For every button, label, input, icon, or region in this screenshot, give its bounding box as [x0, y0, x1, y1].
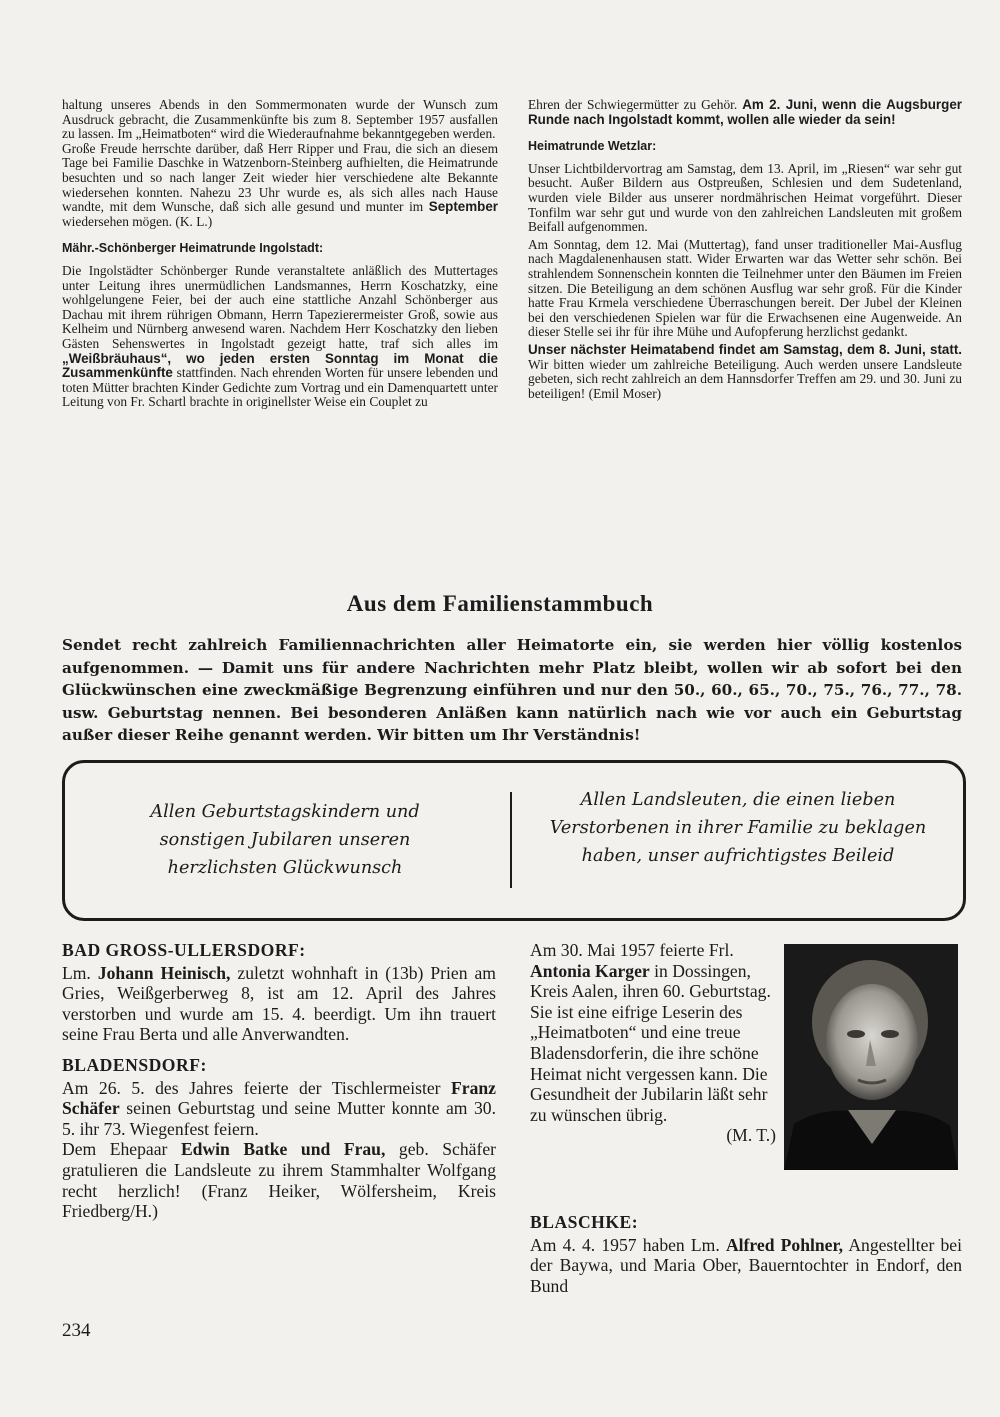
paragraph-text: Am 30. Mai 1957 feierte Frl.	[530, 940, 734, 960]
paragraph	[62, 142, 498, 230]
paragraph	[62, 264, 498, 410]
condolence-text: Allen Landsleuten, die einen lieben Verstorbenen in ihrer Familie zu beklagen haben, unser aufrichtigstes Beileid	[549, 790, 927, 866]
notice-text: Sendet recht zahlreich Familiennachrichten aller Heimatorte ein, sie werden hier völlig kostenlos aufgenommen. — Damit uns für andere Nachrichten mehr Platz bleibt, wollen wir ab sofort bei den Glückwünschen eine zweckmäßige Begrenzung einführen und nur den 50., 60., 65., 70., 75., 76., 77., 78. usw. Geburtstag nennen. Bei besonderen Anläßen kann natürlich nach wie vor auch ein Geburtstag außer dieser Reihe genannt werden. Wir bitten um Ihr Verständnis!	[62, 636, 962, 744]
paragraph: haltung unseres Abends in den Sommermonaten wurde der Wunsch zum Ausdruck gebracht, die Zusammenkünfte bis zum 8. September 1957 ausfallen zu lassen. Im „Heimatboten“ wird die Wiederaufnahme bekanntgegeben werden.	[62, 97, 498, 142]
box-divider	[510, 792, 512, 888]
birthday-greeting: Allen Geburtstagskindern und sonstigen Jubilaren unseren herzlichsten Glückwunsch	[150, 802, 420, 878]
bottom-left-column	[62, 940, 496, 1222]
paragraph	[528, 98, 962, 127]
paragraph-text: zuletzt wohnhaft in (13b) Prien am Gries, Weißgerberweg 8, ist am 12. April des Jahres verstorben und wurde am 15. 4. beerdigt. Um ihn trauert seine Frau Berta und alle Anverwandten.	[62, 962, 496, 1045]
paragraph-text: Am 4. 4. 1957 haben Lm.	[530, 1234, 720, 1255]
bold-text: „Weißbräuhaus“, wo jeden ersten Sonntag im Monat die Zusammenkünfte	[62, 350, 498, 381]
right-column	[528, 98, 962, 401]
section-heading: Heimatrunde Wetzlar:	[528, 139, 657, 154]
paragraph-text: seinen Geburtstag und seine Mutter konnte am 30. 5. ihr 73. Wiegenfest feiern.	[62, 1098, 496, 1139]
place-heading: BAD GROSS-ULLERSDORF:	[62, 940, 306, 960]
birthday-notice	[530, 940, 776, 1146]
person-name: Franz Schäfer	[62, 1077, 496, 1119]
section-heading: Mähr.-Schönberger Heimatrunde Ingolstadt:	[62, 241, 324, 256]
paragraph-text: Angestellter bei der Baywa, und Maria Ober, Bauerntochter in Endorf, den Bund	[530, 1234, 962, 1296]
person-name: Antonia Karger	[530, 960, 650, 981]
paragraph-text: stattfinden. Nach ehrenden Worten für unsere lebenden und toten Mütter brachten Kinder Gedichte zum Vortrag und ein Damenquartett unter Leitung von Fr. Schartl brachte in originellster Weise ein Couplet zu	[62, 365, 498, 410]
left-column	[62, 98, 498, 410]
section-title: Aus dem Familienstammbuch	[346, 591, 654, 616]
paragraph-text: Die Ingolstädter Schönberger Runde veranstaltete anläßlich des Muttertages unter Leitung ihres unermüdlichen Landsmannes, Herrn Koschatzky, eine wohlgelungene Feier, bei der auch eine stattliche Anzahl Schönberger aus Dachau mit ihrem rührigen Obmann, Herrn Tapezierermeister Groß, sowie aus Kelheim und Nürnberg anwesend waren. Nachdem Herr Koschatzky den lieben Gästen Sehenswertes in Ingolstadt gezeigt hatte, traf sich alles im	[62, 262, 498, 351]
paragraph: Am Sonntag, dem 12. Mai (Muttertag), fand unser traditioneller Mai-Ausflug nach Magdalenenhausen statt. Wider Erwarten war das Wetter sehr schön. Bei strahlendem Sonnenschein konnten die Teilnehmer unter den Bäumen im Freien sitzen. Die Beteiligung an dem schönen Ausflug war sehr groß. Für die Kinder hatte Frau Krmela verschiedene Überraschungen bereit. Der Jubel der Kleinen bei den verschiedenen Spielen war für die Erwachsenen eine Augenweide. An dieser Stelle sei ihr für ihre Mühe und Aufopferung herzlichst gedankt.	[528, 236, 962, 340]
bold-text: Am 2. Juni, wenn die Augsburger Runde nach Ingolstadt kommt, wollen alle wieder da sein!	[528, 97, 962, 127]
portrait-image	[784, 944, 958, 1170]
paragraph	[530, 940, 776, 1125]
paragraph	[528, 343, 962, 401]
paragraph	[62, 1078, 496, 1140]
bottom-right-column	[530, 1212, 962, 1296]
paragraph-text: Lm.	[62, 962, 91, 983]
paragraph-text: Wir bitten wieder um zahlreiche Beteiligung. Auch werden unsere Landsleute gebeten, sich recht zahlreich an dem Hannsdorfer Treffen am 29. und 30. Juni zu beteiligen! (Emil Moser)	[528, 356, 962, 401]
paragraph-text: wiedersehen mögen. (K. L.)	[62, 213, 213, 229]
page-number: 234	[62, 1320, 91, 1341]
signature: (M. T.)	[726, 1125, 776, 1146]
paragraph	[530, 1235, 962, 1297]
paragraph-text: in Dossingen, Kreis Aalen, ihren 60. Geburtstag. Sie ist eine eifrige Leserin des „Heimatboten“ und eine treue Bladensdorferin, die ihre schöne Heimat nicht vergessen kann. Die Gesundheit der Jubilarin läßt sehr zu wünschen übrig.	[530, 960, 771, 1125]
person-name: Johann Heinisch,	[97, 962, 231, 983]
person-name: Edwin Batke und Frau,	[180, 1139, 386, 1160]
paragraph	[62, 963, 496, 1045]
portrait-photo	[784, 944, 958, 1170]
person-name: Alfred Pohlner,	[725, 1234, 844, 1255]
bold-text: September	[428, 199, 498, 215]
paragraph-text: geb. Schäfer gratulieren die Landsleute zu ihrem Stammhalter Wolfgang recht herzlich! (Franz Heiker, Wölfersheim, Kreis Friedberg/H.)	[62, 1139, 496, 1222]
place-heading: BLADENSDORF:	[62, 1054, 207, 1075]
paragraph: Unser Lichtbildervortrag am Samstag, dem 13. April, im „Riesen“ war sehr gut besucht. Außer Bildern aus Ostpreußen, Schlesien und dem Sudetenland, wurden viele Bilder aus unserer nordmährischen Heimat vorgeführt. Dieser Tonfilm war sehr gut und wurde von den zahlreichen Landsleuten mit großem Beifall aufgenommen.	[528, 160, 962, 235]
paragraph-text: Große Freude herrschte darüber, daß Herr Ripper und Frau, die sich an diesem Tage bei Familie Daschke in Watzenborn-Steinberg aufhielten, die Heimatrunde besuchten und so nach langer Zeit wieder hier verschiedene alte Bekannte wiedersehen konnten. Nahezu 23 Uhr wurde es, als sich alles nach Hause wandte, mit dem Wunsche, daß sich alle gesund und munter im	[62, 140, 498, 215]
paragraph-text: Ehren der Schwiegermütter zu Gehör.	[528, 97, 738, 112]
paragraph	[62, 1139, 496, 1221]
paragraph-text: Dem Ehepaar	[62, 1139, 168, 1160]
place-heading: BLASCHKE:	[530, 1212, 639, 1232]
paragraph-text: Am 26. 5. des Jahres feierte der Tischlermeister	[62, 1077, 441, 1098]
bold-text: Unser nächster Heimatabend findet am Samstag, dem 8. Juni, statt.	[528, 341, 962, 357]
